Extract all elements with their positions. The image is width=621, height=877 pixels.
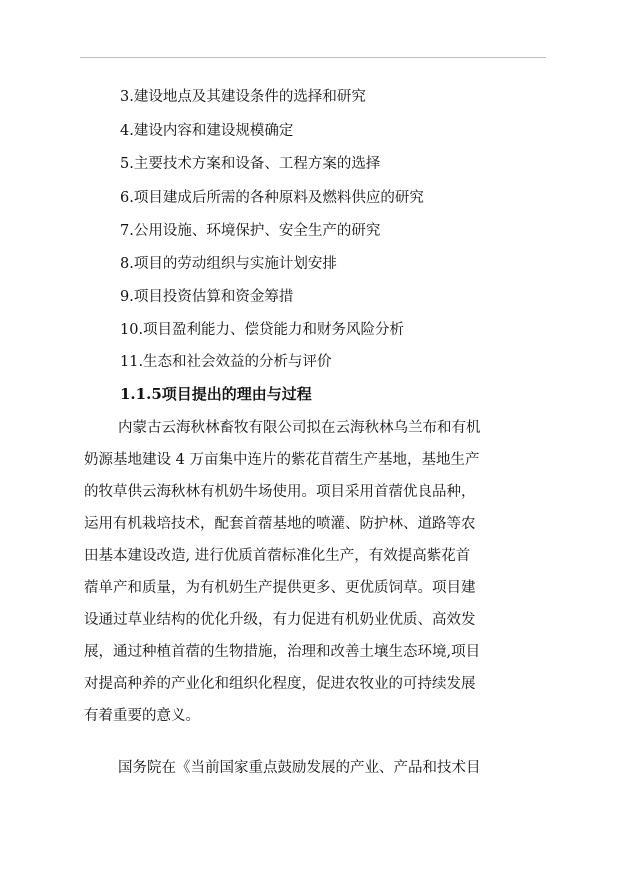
list-item: 10.项目盈利能力、偿贷能力和财务风险分析 [120,322,405,338]
list-item: 5.主要技术方案和设备、工程方案的选择 [120,156,381,172]
header-rule [80,57,546,58]
paragraph-line: 内蒙古云海秋林畜牧有限公司拟在云海秋林乌兰布和有机 [118,420,481,436]
list-item: 8.项目的劳动组织与实施计划安排 [120,256,337,272]
paragraph-line: 蓿单产和质量，为有机奶生产提供更多、更优质饲草。项目建 [84,580,476,596]
paragraph-line: 设通过草业结构的优化升级，有力促进有机奶业优质、高效发 [84,612,476,628]
paragraph-line: 国务院在《当前国家重点鼓励发展的产业、产品和技术目 [118,760,481,776]
paragraph-line: 运用有机栽培技术，配套首蓿基地的喷灌、防护林、道路等农 [84,516,476,532]
paragraph-state-council [84,752,544,784]
paragraph-project-reason [84,412,544,732]
list-item: 7.公用设施、环境保护、安全生产的研究 [120,223,381,239]
list-item: 3.建设地点及其建设条件的选择和研究 [120,89,366,105]
list-item: 6.项目建成后所需的各种原料及燃料供应的研究 [120,190,424,206]
list-item: 11.生态和社会效益的分析与评价 [120,354,332,370]
section-heading: 1.1.5项目提出的理由与过程 [120,385,312,403]
paragraph-line: 的牧草供云海秋林有机奶牛场使用。项目采用首蓿优良品种， [84,484,476,500]
paragraph-line: 展，通过种植首蓿的生物措施，治理和改善土壤生态环境,项目 [84,644,481,660]
list-item: 9.项目投资估算和资金筹措 [120,289,294,305]
paragraph-line: 对提高种养的产业化和组织化程度，促进农牧业的可持续发展 [84,676,476,692]
list-item: 4.建设内容和建设规模确定 [120,123,294,139]
paragraph-line: 有着重要的意义。 [84,708,200,724]
paragraph-line: 田基本建设改造, 进行优质首蓿标准化生产，有效提高紫花首 [84,548,471,564]
paragraph-line: 奶源基地建设 4 万亩集中连片的紫花苜蓿生产基地，基地生产 [84,452,480,468]
